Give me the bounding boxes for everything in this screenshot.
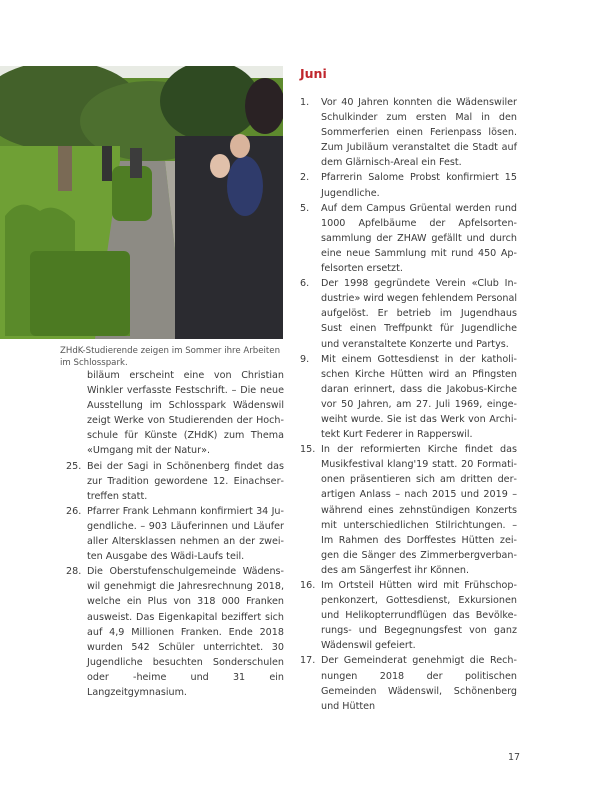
entry-day: 9. — [300, 353, 310, 365]
entry-text: Bei der Sagi in Schönenberg findet das zur Tradition gewordene 12. Einachsertreffen statt. — [87, 460, 284, 502]
chronicle-entry — [66, 504, 284, 564]
photo-illustration — [0, 66, 283, 339]
entry-text: Pfarrer Frank Lehmann konfirmiert 34 Jugendliche. – 903 Läuferinnen und Läufer aller Altersklassen nehmen an der zweiten Ausgabe des Wädi-Laufs teil. — [87, 505, 284, 563]
entry-day: 28. — [66, 566, 82, 578]
entry-day: 16. — [300, 580, 316, 591]
chronicle-entry — [300, 578, 517, 653]
month-heading: Juni — [300, 66, 327, 81]
chronicle-entry — [300, 276, 517, 351]
chronicle-entry — [300, 653, 517, 713]
chronicle-entry — [66, 459, 284, 504]
entry-text: Der 1998 gegründete Verein «Club Industrie» wird wegen fehlendem Personal aufgelöst. Er betrieb im Jugendhaus Sust einen Treffpunkt für Jugendliche und veranstaltete Konzerte und Partys. — [321, 278, 517, 350]
chronicle-entry — [66, 564, 284, 700]
entry-text: In der reformierten Kirche findet das Musikfestival klang'19 statt. 20 Formationen präsentieren sich am dritten derartigen Anlass – nach 2015 und 2019 – während eines zehnstündigen Konzerts mit unterschiedlichen Stilrichtungen. – Im Rahmen des Dorffestes Hütten zeigen die Sänger des Zimmerbergverbandes am Sängerfest ihr Können. — [321, 444, 517, 576]
entry-day: 17. — [300, 655, 316, 667]
entry-day: 15. — [300, 444, 316, 456]
page-number: 17 — [508, 752, 521, 763]
entry-text: Auf dem Campus Grüental werden rund 1000 Apfelbäume der Apfelsortensammlung der ZHAW gefällt und durch eine neue Sammlung mit rund 450 Apfelsorten ersetzt. — [321, 202, 517, 275]
continuation-text: biläum erscheint eine von Christian Winkler verfasste Festschrift. – Die neue Ausstellung im Schlosspark Wädenswil zeigt Werke von Studierenden der Hochschule für Künste (ZHdK) zum Thema «Umgang mit der Natur». — [87, 370, 284, 457]
entry-day: 5. — [300, 202, 310, 214]
entry-text: Der Gemeinderat genehmigt die Rechnungen 2018 der politischen Gemeinden Wädenswil, Schönenberg und Hütten — [321, 655, 517, 712]
entry-day: 25. — [66, 460, 82, 472]
right-column — [300, 95, 517, 714]
chronicle-entry — [300, 352, 517, 443]
entry-day: 26. — [66, 505, 82, 517]
entry-text: Pfarrerin Salome Probst konfirmiert 15 Jugendliche. — [321, 172, 517, 199]
chronicle-entry — [300, 95, 517, 170]
entry-day: 6. — [300, 278, 310, 290]
left-column — [66, 368, 284, 700]
entry-text: Im Ortsteil Hütten wird mit Frühschoppenkonzert, Gottesdienst, Exkursionen und Helikopterrundflügen das Bevölkerungs- und Begegnungsfest von ganz Wädenswil gefeiert. — [321, 580, 517, 652]
entry-text: Die Oberstufenschulgemeinde Wädenswil genehmigt die Jahresrechnung 2018, welche ein Plus von 318 000 Franken ausweist. Das Eigenkapital beziffert sich auf 4,9 Millionen Franken. Ende 2018 wurden 542 Schüler unterrichtet. 30 Jugendliche besuchten Sonderschulen oder -heime und 31 ein Langzeitgymnasium. — [87, 566, 284, 698]
chronicle-entry — [300, 170, 517, 200]
entry-text: Vor 40 Jahren konnten die Wädenswiler Schulkinder zum ersten Mal in den Sommerferien einen Ferienpass lösen. Zum Jubiläum veranstaltet die Stadt auf dem Glärnisch-Areal ein Fest. — [321, 97, 517, 169]
photo-moss-armchairs — [0, 66, 283, 339]
photo-caption: ZHdK-Studierende zeigen im Sommer ihre Arbeiten im Schlosspark. — [60, 346, 281, 368]
chronicle-entry — [300, 442, 517, 578]
entry-day: 2. — [300, 172, 310, 184]
entry-day: 1. — [300, 97, 310, 108]
chronicle-entry — [300, 201, 517, 276]
entry-text: Mit einem Gottesdienst in der katholischen Kirche Hütten wird an Pfingsten daran erinnert, dass die Jakobus-Kirche vor 50 Jahren, am 27. Juli 1969, eingeweiht wurde. Sie ist das Werk von Architekt Kurt Federer in Rapperswil. — [321, 353, 517, 441]
